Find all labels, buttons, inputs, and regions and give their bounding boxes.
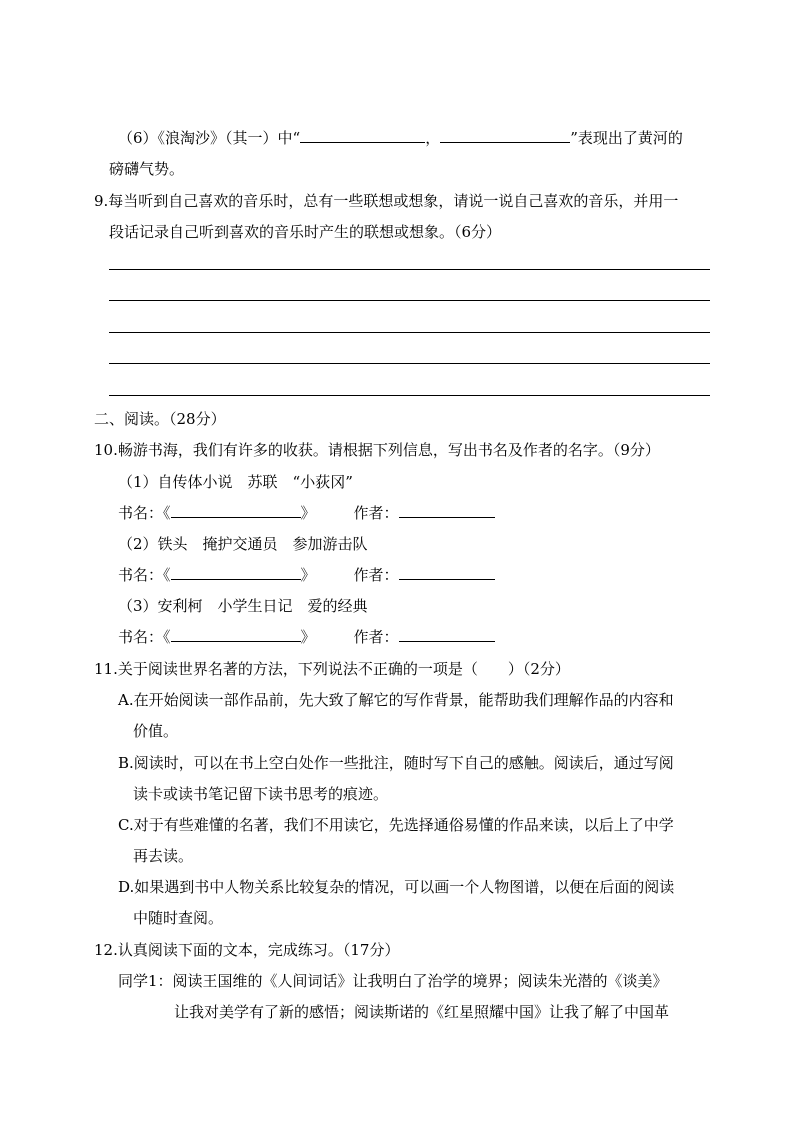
book-close: 》 bbox=[300, 504, 316, 522]
q10-answer-row-1 bbox=[118, 503, 495, 523]
q11-option-c-line2: 再去读。 bbox=[133, 847, 194, 865]
answer-line-5[interactable] bbox=[109, 395, 710, 396]
q12-text-line1: 同学1：阅读王国维的《人间词话》让我明白了治学的境界；阅读朱光潜的《谈美》 bbox=[118, 972, 668, 990]
q11-option-a-line2: 价值。 bbox=[133, 722, 179, 740]
q8-item6-line1 bbox=[118, 128, 683, 148]
q10-clue-2: （2）铁头 掩护交通员 参加游击队 bbox=[118, 535, 368, 553]
q11-option-d-line2: 中随时查阅。 bbox=[133, 909, 224, 927]
book-close: 》 bbox=[300, 628, 316, 646]
q12-stem: 12.认真阅读下面的文本，完成练习。（17分） bbox=[94, 941, 400, 959]
section-title: 二、阅读。（28分） bbox=[94, 410, 226, 428]
answer-line-2[interactable] bbox=[109, 300, 710, 301]
answer-blank-1[interactable] bbox=[300, 128, 425, 143]
book-label: 书名：《 bbox=[118, 566, 171, 584]
q10-clue-1: （1）自传体小说 苏联 “小荻冈” bbox=[118, 473, 353, 491]
answer-line-4[interactable] bbox=[109, 363, 710, 364]
q8-comma: ， bbox=[425, 129, 441, 147]
q11-option-a-line1[interactable]: A.在开始阅读一部作品前，先大致了解它的写作背景，能帮助我们理解作品的内容和 bbox=[118, 691, 674, 709]
answer-line-1[interactable] bbox=[109, 269, 710, 270]
q11-option-d-line1[interactable]: D.如果遇到书中人物关系比较复杂的情况，可以画一个人物图谱，以便在后面的阅读 bbox=[118, 878, 675, 896]
q11-stem: 11.关于阅读世界名著的方法，下列说法不正确的一项是（ ）（2分） bbox=[94, 660, 570, 678]
q11-option-b-line2: 读卡或读书笔记留下读书思考的痕迹。 bbox=[133, 785, 389, 803]
book-title-blank-2[interactable] bbox=[171, 565, 301, 580]
author-blank-3[interactable] bbox=[399, 627, 495, 642]
book-title-blank-1[interactable] bbox=[171, 503, 301, 518]
answer-line-3[interactable] bbox=[109, 332, 710, 333]
q8-item6-line2: 磅礴气势。 bbox=[109, 160, 185, 178]
author-label: 作者： bbox=[353, 504, 399, 522]
author-blank-2[interactable] bbox=[399, 565, 495, 580]
q11-option-c-line1[interactable]: C.对于有些难懂的名著，我们不用读它，先选择通俗易懂的作品来读，以后上了中学 bbox=[118, 816, 674, 834]
q8-item6-suffix: ”表现出了黄河的 bbox=[570, 129, 683, 147]
book-title-blank-3[interactable] bbox=[171, 627, 301, 642]
author-blank-1[interactable] bbox=[399, 503, 495, 518]
q10-answer-row-2 bbox=[118, 565, 495, 585]
book-close: 》 bbox=[300, 566, 316, 584]
q12-text-line2: 让我对美学有了新的感悟；阅读斯诺的《红星照耀中国》让我了解了中国革 bbox=[174, 1003, 670, 1021]
book-label: 书名：《 bbox=[118, 504, 171, 522]
q9-stem-line2: 段话记录自己听到喜欢的音乐时产生的联想或想象。（6分） bbox=[109, 223, 502, 241]
q11-option-b-line1[interactable]: B.阅读时，可以在书上空白处作一些批注，随时写下自己的感触。阅读后，通过写阅 bbox=[118, 754, 674, 772]
q8-item6-prefix: （6）《浪淘沙》（其一）中“ bbox=[118, 129, 301, 147]
answer-blank-2[interactable] bbox=[440, 128, 570, 143]
q10-clue-3: （3）安利柯 小学生日记 爱的经典 bbox=[118, 597, 368, 615]
author-label: 作者： bbox=[353, 566, 399, 584]
q9-stem-line1: 9.每当听到自己喜欢的音乐时，总有一些联想或想象，请说一说自己喜欢的音乐，并用一 bbox=[94, 192, 679, 210]
q10-answer-row-3 bbox=[118, 627, 495, 647]
book-label: 书名：《 bbox=[118, 628, 171, 646]
q10-stem: 10.畅游书海，我们有许多的收获。请根据下列信息，写出书名及作者的名字。（9分） bbox=[94, 441, 660, 459]
author-label: 作者： bbox=[353, 628, 399, 646]
